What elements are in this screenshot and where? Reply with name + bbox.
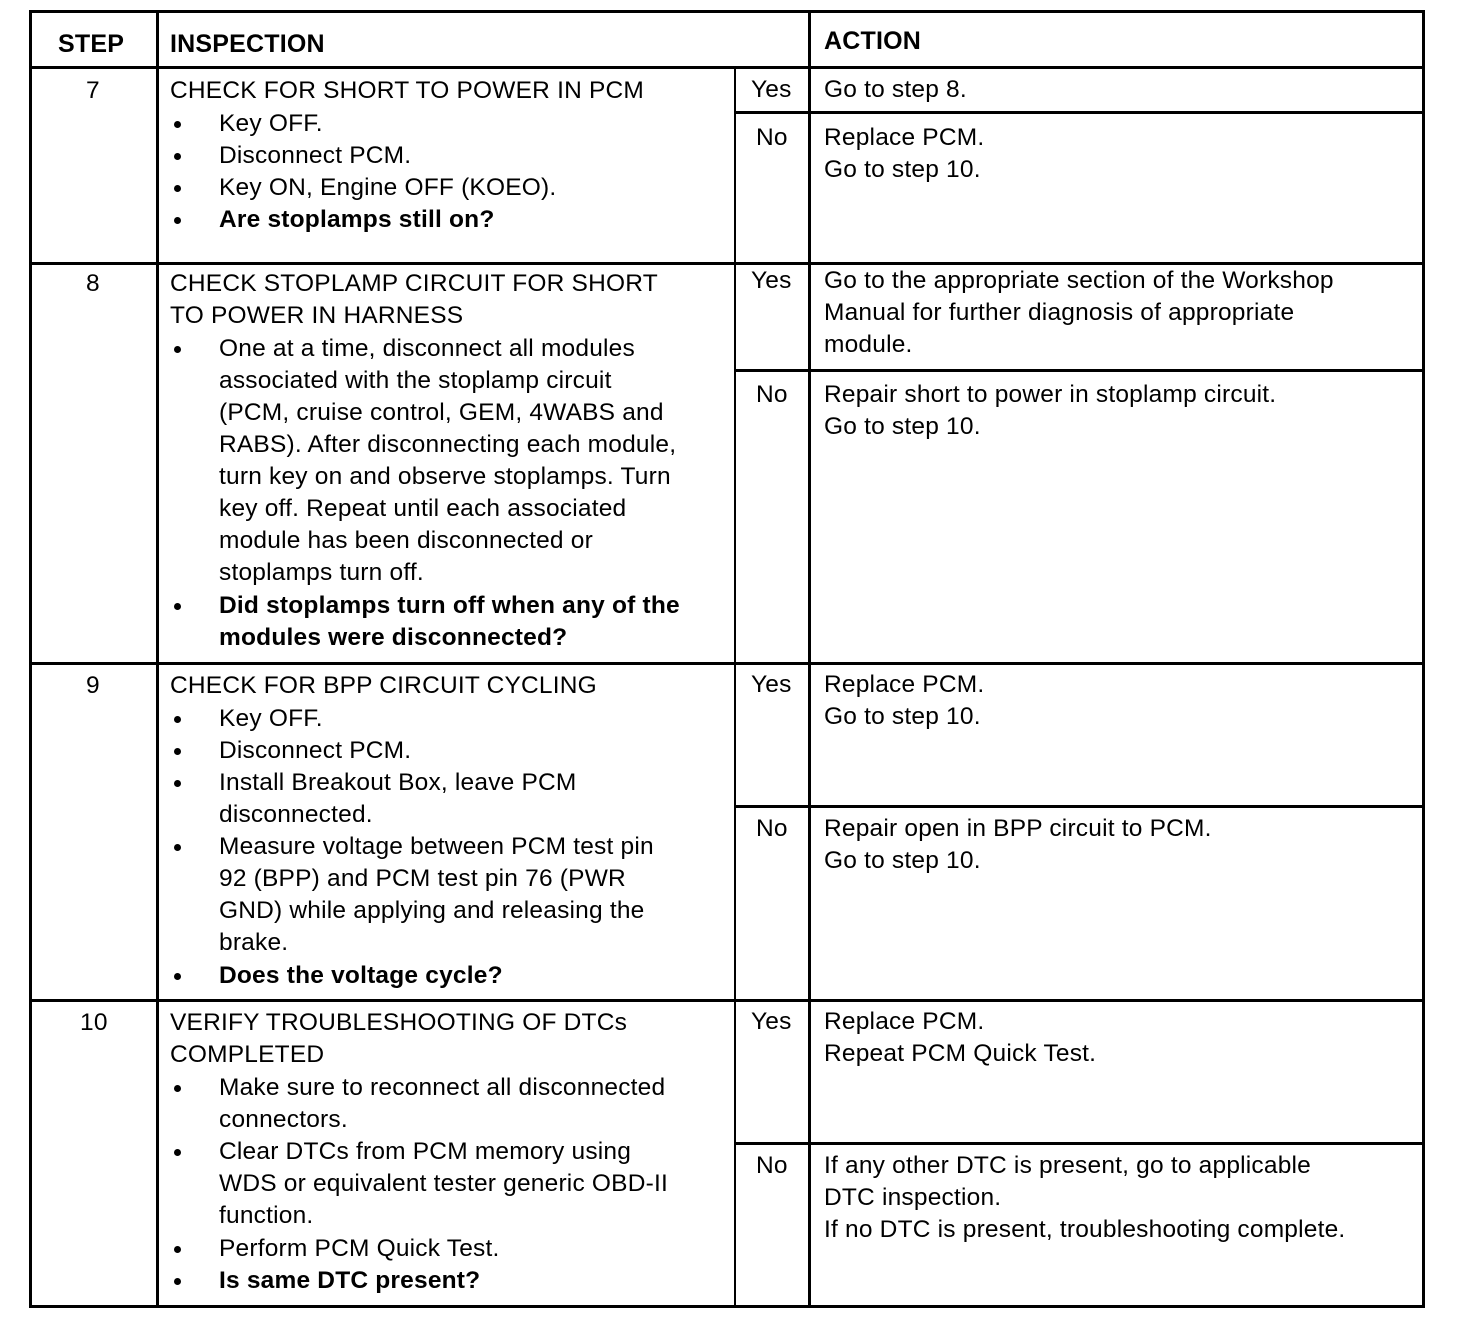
action-text: Replace PCM. <box>824 1008 985 1035</box>
action-text: Go to the appropriate section of the Workshop <box>824 267 1334 294</box>
answer-no: No <box>756 1152 788 1179</box>
table-border-left <box>29 10 32 1308</box>
inspection-step: GND) while applying and releasing the <box>219 897 645 924</box>
inspection-question: Is same DTC present? <box>219 1267 481 1294</box>
inspection-step: RABS). After disconnecting each module, <box>219 431 677 458</box>
bullet-icon <box>174 153 181 160</box>
action-text: Replace PCM. <box>824 124 985 151</box>
inspection-step: stoplamps turn off. <box>219 559 424 586</box>
table-border-right <box>1422 10 1425 1308</box>
answer-column-divider <box>734 999 736 1305</box>
action-column-divider <box>808 10 811 1305</box>
outcome-divider <box>734 369 1424 372</box>
inspection-step: module has been disconnected or <box>219 527 593 554</box>
inspection-step: (PCM, cruise control, GEM, 4WABS and <box>219 399 664 426</box>
inspection-title: VERIFY TROUBLESHOOTING OF DTCs <box>170 1009 628 1036</box>
inspection-step: key off. Repeat until each associated <box>219 495 627 522</box>
bullet-icon <box>174 121 181 128</box>
action-text: If any other DTC is present, go to applicable <box>824 1152 1312 1179</box>
action-text: If no DTC is present, troubleshooting complete. <box>824 1216 1346 1243</box>
inspection-title: CHECK FOR SHORT TO POWER IN PCM <box>170 77 645 104</box>
inspection-step: Measure voltage between PCM test pin <box>219 833 654 860</box>
inspection-step: brake. <box>219 929 289 956</box>
bullet-icon <box>174 603 181 610</box>
bullet-icon <box>174 844 181 851</box>
outcome-divider <box>734 111 1424 114</box>
inspection-step: WDS or equivalent tester generic OBD-II <box>219 1170 668 1197</box>
bullet-icon <box>174 1149 181 1156</box>
header-divider <box>29 66 1424 69</box>
inspection-step: One at a time, disconnect all modules <box>219 335 635 362</box>
inspection-step: Key OFF. <box>219 110 323 137</box>
action-text: Repair open in BPP circuit to PCM. <box>824 815 1212 842</box>
bullet-icon <box>174 185 181 192</box>
inspection-question: Are stoplamps still on? <box>219 206 495 233</box>
action-text: Go to step 10. <box>824 847 981 874</box>
bullet-icon <box>174 217 181 224</box>
answer-no: No <box>756 124 788 151</box>
action-text: Go to step 8. <box>824 76 967 103</box>
inspection-step: Clear DTCs from PCM memory using <box>219 1138 632 1165</box>
step-number: 7 <box>86 77 100 104</box>
step-column-divider <box>156 10 159 1305</box>
inspection-step: Key ON, Engine OFF (KOEO). <box>219 174 557 201</box>
action-text: Repeat PCM Quick Test. <box>824 1040 1097 1067</box>
inspection-step: function. <box>219 1202 314 1229</box>
inspection-step: Disconnect PCM. <box>219 737 412 764</box>
step-number: 9 <box>86 672 100 699</box>
inspection-step: associated with the stoplamp circuit <box>219 367 612 394</box>
answer-yes: Yes <box>751 671 792 698</box>
inspection-step: Perform PCM Quick Test. <box>219 1235 500 1262</box>
header-action: ACTION <box>824 27 922 55</box>
answer-no: No <box>756 815 788 842</box>
inspection-step: turn key on and observe stoplamps. Turn <box>219 463 671 490</box>
answer-yes: Yes <box>751 267 792 294</box>
inspection-title: CHECK STOPLAMP CIRCUIT FOR SHORT <box>170 270 658 297</box>
inspection-step: 92 (BPP) and PCM test pin 76 (PWR <box>219 865 626 892</box>
action-text: Go to step 10. <box>824 156 981 183</box>
table-border-bottom <box>29 1305 1425 1308</box>
row-divider <box>29 662 1424 665</box>
action-text: Manual for further diagnosis of appropriate <box>824 299 1295 326</box>
action-text: module. <box>824 331 913 358</box>
row-divider <box>29 999 1424 1002</box>
bullet-icon <box>174 973 181 980</box>
table-border-top <box>29 10 1424 13</box>
answer-no: No <box>756 381 788 408</box>
inspection-step: Disconnect PCM. <box>219 142 412 169</box>
inspection-title: CHECK FOR BPP CIRCUIT CYCLING <box>170 672 597 699</box>
inspection-step: Make sure to reconnect all disconnected <box>219 1074 666 1101</box>
inspection-title: COMPLETED <box>170 1041 325 1068</box>
bullet-icon <box>174 1246 181 1253</box>
step-number: 10 <box>80 1009 108 1036</box>
action-text: Go to step 10. <box>824 413 981 440</box>
inspection-title: TO POWER IN HARNESS <box>170 302 464 329</box>
answer-column-divider <box>734 68 736 262</box>
answer-column-divider <box>734 262 736 662</box>
answer-yes: Yes <box>751 1008 792 1035</box>
bullet-icon <box>174 716 181 723</box>
bullet-icon <box>174 1278 181 1285</box>
bullet-icon <box>174 346 181 353</box>
header-step: STEP <box>58 30 125 58</box>
inspection-step: connectors. <box>219 1106 348 1133</box>
answer-column-divider <box>734 662 736 999</box>
action-text: Repair short to power in stoplamp circuit. <box>824 381 1277 408</box>
header-inspection: INSPECTION <box>170 30 325 58</box>
answer-yes: Yes <box>751 76 792 103</box>
inspection-step: Key OFF. <box>219 705 323 732</box>
bullet-icon <box>174 780 181 787</box>
bullet-icon <box>174 1085 181 1092</box>
outcome-divider <box>734 805 1424 808</box>
bullet-icon <box>174 748 181 755</box>
action-text: Replace PCM. <box>824 671 985 698</box>
outcome-divider <box>734 1142 1424 1145</box>
action-text: Go to step 10. <box>824 703 981 730</box>
inspection-step: Install Breakout Box, leave PCM <box>219 769 577 796</box>
inspection-question: Does the voltage cycle? <box>219 962 503 989</box>
inspection-question: modules were disconnected? <box>219 624 568 651</box>
inspection-step: disconnected. <box>219 801 373 828</box>
step-number: 8 <box>86 270 100 297</box>
action-text: DTC inspection. <box>824 1184 1002 1211</box>
inspection-question: Did stoplamps turn off when any of the <box>219 592 680 619</box>
